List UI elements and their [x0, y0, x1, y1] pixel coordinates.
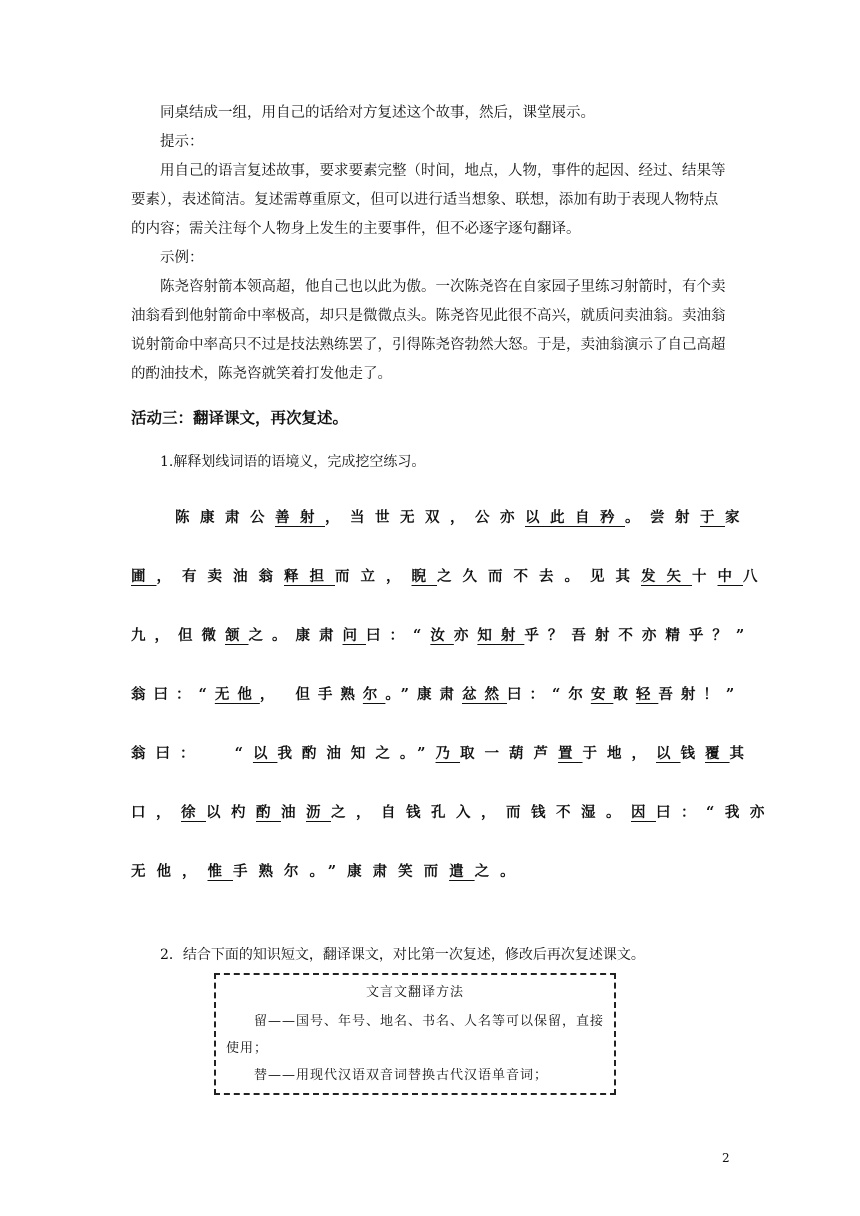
- passage-line-3: [131, 624, 754, 645]
- underlined-word: 中: [717, 568, 743, 585]
- underlined-word: 以: [656, 745, 681, 762]
- underlined-word: 善射: [275, 509, 325, 526]
- paragraph-5: 陈尧咨射箭本领高超，他自己也以此为傲。一次陈尧咨在自家园子里练习射箭时，有个卖油翁看到他射箭命中率极高，却只是微微点头。陈尧咨见此很不高兴，就质问卖油翁。卖油翁说射箭命中率高只不过是技法熟练罢了，引得陈尧咨勃然大怒。于是，卖油翁演示了自己高超的酌油技术，陈尧咨就笑着打发他走了。: [131, 279, 726, 382]
- underlined-word: 覆: [705, 745, 730, 762]
- text: 翁曰： “: [131, 745, 253, 762]
- text: 手熟尔。”康肃笑而: [233, 863, 450, 880]
- text: 九，但微: [131, 627, 225, 644]
- text: 于地，: [582, 745, 657, 762]
- underlined-word: 置: [558, 745, 583, 762]
- underlined-word: 自矜: [575, 509, 625, 526]
- passage-line-6: [131, 801, 775, 822]
- text: 家: [725, 509, 750, 526]
- paragraph-1-text: 同桌结成一组，用自己的话给对方复述这个故事，然后，课堂展示。: [160, 105, 595, 121]
- text: 其: [729, 745, 755, 762]
- paragraph-1: [131, 99, 731, 128]
- translation-methods-box: [214, 973, 616, 1095]
- text: 陈康肃公: [175, 509, 275, 526]
- underlined-word: 因: [631, 804, 656, 821]
- text: 。”康肃: [385, 686, 462, 703]
- text: 以杓: [206, 804, 256, 821]
- text: 吾射！”: [658, 686, 743, 703]
- text: ， 但手熟: [259, 686, 363, 703]
- underlined-word: 汝: [430, 627, 454, 644]
- box-line-1: 留——国号、年号、地名、书名、人名等可以保留，直接使用；: [226, 1014, 605, 1056]
- underlined-word: 无他: [214, 686, 260, 703]
- text: 曰：“尔: [507, 686, 591, 703]
- text: 八: [743, 568, 769, 585]
- box-line-2: 替——用现代汉语双音词替换古代汉语单音词；: [254, 1068, 549, 1083]
- page-number: 2: [722, 1151, 730, 1165]
- underlined-word: 圃: [131, 568, 157, 585]
- underlined-word: 轻: [635, 686, 659, 703]
- underlined-word: 以此: [525, 509, 575, 526]
- passage-line-1: [131, 506, 775, 527]
- paragraph-4: [131, 244, 731, 273]
- text: 之。康肃: [248, 627, 343, 644]
- underlined-word: 乃: [435, 745, 461, 762]
- text: 曰：“我亦: [656, 804, 775, 821]
- underlined-word: 徐: [181, 804, 206, 821]
- underlined-word: 尔: [362, 686, 386, 703]
- underlined-word: 沥: [306, 804, 331, 821]
- text: 曰：“: [366, 627, 431, 644]
- underlined-word: 惟: [207, 863, 233, 880]
- underlined-word: 以: [252, 745, 278, 762]
- text: 。尝射: [625, 509, 700, 526]
- text: 乎？吾射不亦精乎？”: [524, 627, 754, 644]
- box-title: 文言文翻译方法: [365, 985, 464, 1000]
- text: 之，自钱孔入，而钱不湿。: [331, 804, 631, 821]
- text: ，有卖油翁: [156, 568, 284, 585]
- underlined-word: 问: [342, 627, 366, 644]
- text: 取一葫芦: [460, 745, 559, 762]
- underlined-word: 释担: [284, 568, 335, 585]
- text: ，当世无双，公亦: [325, 509, 525, 526]
- text: 十: [692, 568, 718, 585]
- underlined-word: 酌: [256, 804, 281, 821]
- text: 油: [281, 804, 306, 821]
- text: 之。: [474, 863, 526, 880]
- passage-line-2: [131, 565, 769, 586]
- text: 翁曰：“: [131, 686, 215, 703]
- text: 无他，: [131, 863, 208, 880]
- paragraph-3: 用自己的语言复述故事，要求要素完整（时间，地点，人物，事件的起因、经过、结果等要素），表述简洁。复述需尊重原文，但可以进行适当想象、联想，添加有助于表现人物特点的内容；需关注每个人物身上发生的主要事件，但不必逐字逐句翻译。: [131, 163, 726, 237]
- underlined-word: 知射: [477, 627, 525, 644]
- text: 我酌油知之。”: [277, 745, 436, 762]
- passage-line-4: [131, 683, 743, 704]
- paragraph-2-text: 提示：: [160, 134, 204, 150]
- underlined-word: 于: [700, 509, 725, 526]
- question-1: 1.解释划线词语的语境义，完成挖空练习。: [160, 454, 426, 470]
- underlined-word: 睨: [411, 568, 437, 585]
- text: 钱: [680, 745, 706, 762]
- underlined-word: 遣: [449, 863, 475, 880]
- question-2: 2．结合下面的知识短文，翻译课文，对比第一次复述，修改后再次复述课文。: [160, 947, 645, 963]
- paragraph-4-text: 示例：: [160, 250, 204, 266]
- text: 敢: [613, 686, 636, 703]
- passage-line-5: [131, 742, 755, 763]
- text: 口，: [131, 804, 181, 821]
- underlined-word: 颔: [225, 627, 249, 644]
- text: 之久而不去。见其: [437, 568, 641, 585]
- text: 亦: [453, 627, 478, 644]
- activity-heading: 活动三：翻译课文，再次复述。: [131, 409, 349, 427]
- text: 而立，: [335, 568, 412, 585]
- underlined-word: 忿然: [462, 686, 507, 703]
- passage-line-7: [131, 860, 731, 881]
- paragraph-2: [131, 128, 731, 157]
- underlined-word: 发矢: [641, 568, 692, 585]
- underlined-word: 安: [590, 686, 614, 703]
